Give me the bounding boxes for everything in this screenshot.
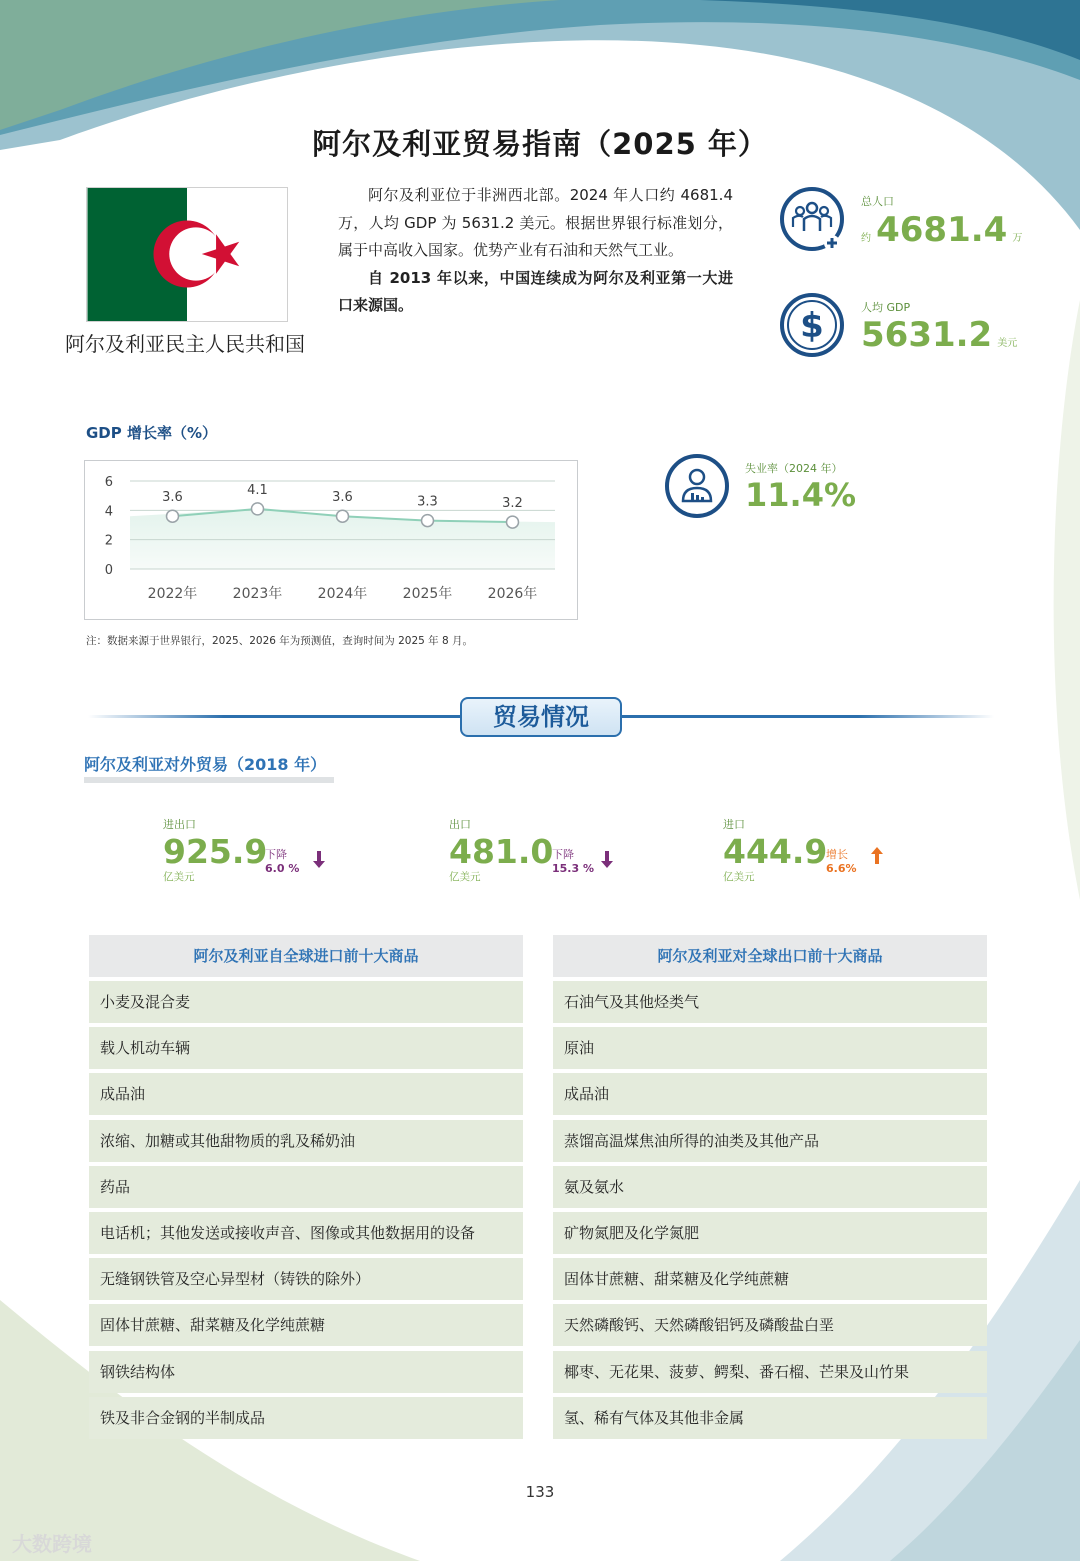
table-row: 载人机动车辆 bbox=[89, 1027, 523, 1069]
trade-unit: 亿美元 bbox=[449, 871, 481, 883]
table-row: 浓缩、加糖或其他甜物质的乳及稀奶油 bbox=[89, 1120, 523, 1162]
table-row: 原油 bbox=[553, 1027, 987, 1069]
source-note: 注：数据来源于世界银行，2025、2026 年为预测值，查询时间为 2025 年 8 月。 bbox=[86, 635, 474, 647]
data-point bbox=[422, 515, 434, 527]
population-value: 4681.4 bbox=[876, 210, 1008, 250]
table-row: 氨及氨水 bbox=[553, 1166, 987, 1208]
gdp-per-capita-label: 人均 GDP bbox=[861, 301, 911, 314]
trade-direction: 下降 bbox=[265, 848, 287, 861]
data-label: 3.6 bbox=[162, 490, 183, 506]
gdp-per-capita-value: 5631.2 bbox=[861, 315, 993, 355]
population-kpi bbox=[861, 210, 1023, 250]
table-row: 固体甘蔗糖、甜菜糖及化学纯蔗糖 bbox=[553, 1258, 987, 1300]
data-point bbox=[507, 516, 519, 528]
x-tick-label: 2024年 bbox=[317, 586, 368, 602]
arrow-down-icon bbox=[600, 851, 614, 869]
table-row: 天然磷酸钙、天然磷酸铝钙及磷酸盐白垩 bbox=[553, 1304, 987, 1346]
table-row: 电话机；其他发送或接收声音、图像或其他数据用的设备 bbox=[89, 1212, 523, 1254]
trade-change: 6.6% bbox=[826, 862, 857, 875]
watermark: 大数跨境 bbox=[12, 1532, 92, 1556]
trade-change: 6.0 % bbox=[265, 862, 300, 875]
population-label: 总人口 bbox=[861, 195, 894, 208]
trade-import-stat bbox=[723, 816, 827, 884]
gdp-growth-chart bbox=[84, 460, 578, 620]
data-label: 3.6 bbox=[332, 490, 353, 506]
y-tick-label: 6 bbox=[104, 475, 113, 490]
population-icon bbox=[779, 186, 845, 252]
x-tick-label: 2026年 bbox=[487, 586, 538, 602]
x-tick-label: 2025年 bbox=[402, 586, 453, 602]
y-tick-label: 4 bbox=[104, 504, 113, 520]
trade-change: 15.3 % bbox=[552, 862, 594, 875]
page-title: 阿尔及利亚贸易指南（2025 年） bbox=[312, 127, 768, 161]
exports-table bbox=[553, 935, 987, 1443]
unemployment-label: 失业率（2024 年） bbox=[745, 462, 843, 475]
trade-value: 444.9 bbox=[723, 832, 828, 871]
arrow-up-icon bbox=[870, 846, 884, 864]
data-point bbox=[337, 510, 349, 522]
trade-subtitle: 阿尔及利亚对外贸易（2018 年） bbox=[84, 752, 334, 783]
trade-export-change bbox=[552, 846, 594, 875]
section-title: 贸易情况 bbox=[460, 697, 622, 737]
country-name: 阿尔及利亚民主人民共和国 bbox=[65, 332, 305, 356]
arrow-down-icon bbox=[312, 851, 326, 869]
imports-table bbox=[89, 935, 523, 1443]
data-point bbox=[252, 503, 264, 515]
data-label: 3.3 bbox=[417, 494, 438, 510]
trade-direction: 增长 bbox=[826, 848, 848, 861]
table-row: 固体甘蔗糖、甜菜糖及化学纯蔗糖 bbox=[89, 1304, 523, 1346]
table-row: 钢铁结构体 bbox=[89, 1351, 523, 1393]
svg-text:$: $ bbox=[800, 306, 824, 346]
imports-table-header: 阿尔及利亚自全球进口前十大商品 bbox=[89, 935, 523, 977]
chart-title: GDP 增长率（%） bbox=[86, 424, 218, 442]
trade-value: 925.9 bbox=[163, 832, 268, 871]
trade-total-stat bbox=[163, 816, 267, 884]
table-row: 石油气及其他烃类气 bbox=[553, 981, 987, 1023]
trade-label: 进口 bbox=[723, 818, 745, 831]
table-row: 药品 bbox=[89, 1166, 523, 1208]
population-prefix: 约 bbox=[861, 233, 871, 244]
unemployment-icon bbox=[664, 453, 730, 519]
gdp-growth-chart-svg bbox=[85, 461, 579, 621]
table-row: 小麦及混合麦 bbox=[89, 981, 523, 1023]
trade-label: 出口 bbox=[449, 818, 471, 831]
trade-unit: 亿美元 bbox=[163, 871, 195, 883]
population-unit: 万 bbox=[1012, 233, 1023, 244]
x-tick-label: 2023年 bbox=[232, 586, 283, 602]
intro-paragraph: 阿尔及利亚位于非洲西北部。2024 年人口约 4681.4 万，人均 GDP 为 5631.2 美元。根据世界银行标准划分，属于中高收入国家。优势产业有石油和天然气工业。 bbox=[338, 186, 733, 259]
data-label: 4.1 bbox=[247, 482, 268, 498]
data-label: 3.2 bbox=[502, 496, 523, 512]
table-row: 矿物氮肥及化学氮肥 bbox=[553, 1212, 987, 1254]
table-row: 铁及非合金钢的半制成品 bbox=[89, 1397, 523, 1439]
trade-label: 进出口 bbox=[163, 818, 196, 831]
page-number: 133 bbox=[525, 1483, 555, 1501]
trade-direction: 下降 bbox=[552, 848, 574, 861]
table-row: 无缝钢铁管及空心异型材（铸铁的除外） bbox=[89, 1258, 523, 1300]
intro-text bbox=[338, 182, 733, 320]
table-row: 成品油 bbox=[553, 1073, 987, 1115]
table-row: 成品油 bbox=[89, 1073, 523, 1115]
y-tick-label: 0 bbox=[104, 563, 113, 578]
intro-highlight: 自 2013 年以来，中国连续成为阿尔及利亚第一大进口来源国。 bbox=[338, 268, 733, 314]
data-point bbox=[167, 510, 179, 522]
y-tick-label: 2 bbox=[104, 533, 113, 549]
trade-value: 481.0 bbox=[449, 832, 554, 871]
trade-unit: 亿美元 bbox=[723, 871, 755, 883]
table-row: 蒸馏高温煤焦油所得的油类及其他产品 bbox=[553, 1120, 987, 1162]
unemployment-value: 11.4% bbox=[745, 476, 857, 514]
x-tick-label: 2022年 bbox=[147, 586, 198, 602]
gdp-per-capita-kpi bbox=[861, 315, 1018, 355]
dollar-icon bbox=[779, 292, 845, 358]
trade-total-change bbox=[265, 846, 299, 875]
algeria-flag bbox=[86, 187, 288, 322]
table-row: 椰枣、无花果、菠萝、鳄梨、番石榴、芒果及山竹果 bbox=[553, 1351, 987, 1393]
trade-import-change bbox=[826, 846, 857, 875]
table-row: 氢、稀有气体及其他非金属 bbox=[553, 1397, 987, 1439]
exports-table-header: 阿尔及利亚对全球出口前十大商品 bbox=[553, 935, 987, 977]
gdp-per-capita-unit: 美元 bbox=[997, 338, 1018, 349]
trade-export-stat bbox=[449, 816, 553, 884]
